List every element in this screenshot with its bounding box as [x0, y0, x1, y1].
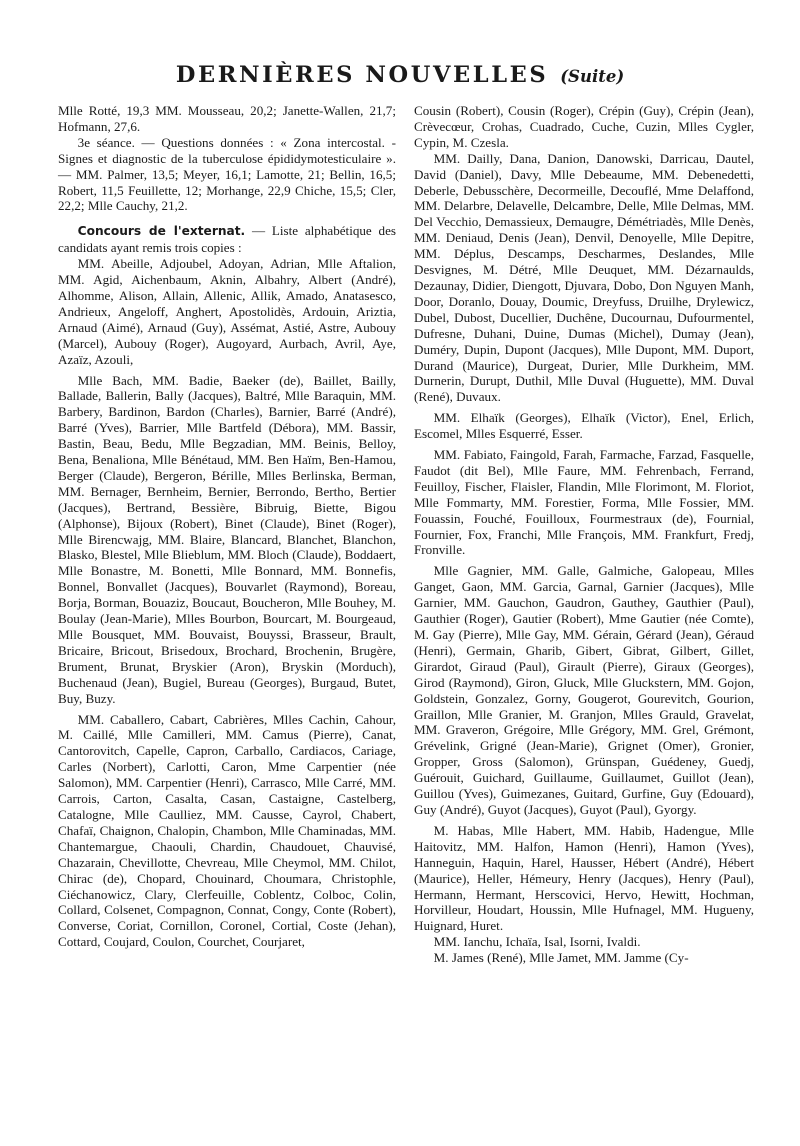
paragraph: M. Habas, Mlle Habert, MM. Habib, Hadengue, Mlle Haitovitz, MM. Halfon, Hamon (Henri), Hamon (Yves), Hanneguin, Haquin, Harel, Hausser, Hébert (André), Hébert (Maurice), Heller, Hémeury, Henry (Jacques), Henry (Paul), Hermann, Hermant, Herscovici, Hervo, Hewitt, Hochman, Horvilleur, Houdart, Houssin, Mlle Hufnagel, MM. Hugueny, Huignard, Huret.: [414, 822, 754, 934]
section-suite-label: (Suite): [560, 67, 625, 86]
paragraph: MM. Dailly, Dana, Danion, Danowski, Darricau, Dautel, David (Daniel), Davy, Mlle Debeaume, MM. Debenedetti, Deberle, Debusschère, Decormeille, Decouflé, Mme Delaffond, MM. Delarbre, Delavelle, Delcambre, Delle, Mlle Delmas, MM. Del Vecchio, Demassieux, Demaugre, Démétriadès, Mlle Denès, MM. Deniaud, Denis (Jean), Denvil, Denoyelle, Mlle Depitre, MM. Déplus, Descamps, Descharmes, Deslandes, Mlle Desvignes, M. Détré, Mlle Deuquet, MM. Dézarnaulds, Dezaunay, Didier, Diengott, Djuvara, Dobo, Don Nguyen Manh, Door, Doranlo, Douay, Doumic, Dreyfuss, Druilhe, Drylewicz, Dubel, Dubost, Ducellier, Duchêne, Ducournau, Dufourmentel, Dufresne, Duhani, Duine, Dumas (Michel), Dumay (Jean), Duméry, Dupin, Dupont (Jacques), Mlle Dupont, MM. Duport, Durand (Maurice), Durgeat, Durier, Mlle Durkheim, MM. Durnerin, Durupt, Duthil, Mlle Duval (Huguette), MM. Duval (René), Duvaux.: [414, 150, 754, 405]
paragraph: MM. Abeille, Adjoubel, Adoyan, Adrian, Mlle Aftalion, MM. Agid, Aichenbaum, Aknin, Albahry, Albert (André), Alhomme, Alison, Allain, Allenic, Allik, Amado, Anatasesco, Andrieux, Angeloff, Anghert, Apostolidès, Ardouin, Ariztia, Arnaud (Aimé), Arnaud (Guy), Assémat, Astié, Astre, Aubouy (Marcel), Aubouy (Roger), Augoyard, Aurbach, Avril, Aye, Azaïz, Azouli,: [58, 256, 396, 367]
paragraph: Mlle Gagnier, MM. Galle, Galmiche, Galopeau, Mlles Ganget, Gaon, MM. Garcia, Garnal, Garnier (Jacques), Mlle Garnier, MM. Gauchon, Gaudron, Gauthey, Gauthier (Paul), Gauthier (Roger), Gautier (Robert), Mme Gautier (née Comte), M. Gay (Pierre), Mlle Gay, MM. Gérain, Gérard (Jean), Géraud (Henri), Germain, Gharib, Gibert, Gibrat, Gilbert, Gillet, Girardot, Giraud (Paul), Girault (Pierre), Giraux (Georges), Girod (Raymond), Giron, Gluck, Mlle Gluckstern, MM. Gojon, Goldstein, Gonzalez, Gorny, Gougerot, Gourevitch, Gourion, Graillon, Mlle Granier, M. Granjon, Mlles Grauld, Gravelat, MM. Graveron, Grégoire, Mlle Grégory, MM. Grel, Grémont, Grévelink, Grigné (Jean-Marie), Grignet (Omer), Gronier, Gropper, Gross (Salomon), Grünspan, Guédeney, Guedj, Guérouit, Guichard, Guillaume, Guillaumet, Guillot (Jean), Guillou (Yves), Guimezanes, Guitard, Gurfine, Guy (Edouard), Guy (André), Guyot (Jacques), Guyot (Paul), Gyorgy.: [414, 563, 754, 817]
section-title: DERNIÈRES NOUVELLES: [175, 62, 549, 88]
left-column: [58, 103, 396, 950]
page-header: [0, 62, 800, 88]
paragraph: M. James (René), Mlle Jamet, MM. Jamme (Cy-: [433, 950, 689, 966]
paragraph: Cousin (Robert), Cousin (Roger), Crépin (Guy), Crépin (Jean), Crèvecœur, Crohas, Cuadrado, Cuche, Cuzin, Mlles Cygler, Cypin, M. Czesla.: [414, 103, 754, 150]
paragraph: [58, 223, 396, 256]
paragraph: MM. Ianchu, Ichaïa, Isal, Isorni, Ivaldi.: [433, 934, 641, 950]
paragraph: MM. Elhaïk (Georges), Elhaïk (Victor), Enel, Erlich, Escomel, Mlles Esquerré, Esser.: [414, 410, 754, 442]
paragraph: 3e séance. — Questions données : « Zona intercostal. - Signes et diagnostic de la tuberculose épididymotesticulaire ». — MM. Palmer, 13,5; Meyer, 16,1; Lamotte, 21; Bellin, 16,5; Robert, 11,5 Feuillette, 12; Morhange, 22,9 Chiche, 15,5; Cler, 22,2; Mlle Cauchy, 21,2.: [58, 134, 396, 214]
paragraph: Mlle Bach, MM. Badie, Baeker (de), Baillet, Bailly, Ballade, Ballerin, Bally (Jacques), Baltré, Mlle Baraquin, MM. Barbery, Bardinon, Bardon (Charles), Barnier, Barré (André), Barré (Yves), Barrier, Mlle Bartfeld (Débora), MM. Bassir, Bastin, Beau, Bedu, Mlle Begzadian, MM. Beinis, Belloy, Bena, Benaliona, Mlle Bénétaud, MM. Ben Haïm, Ben-Hamou, Berger (Claude), Bergeron, Bérille, Mlles Berlinska, Berman, MM. Bernager, Bernheim, Bernier, Berrondo, Bertho, Bertier (Jacques), Bertrand, Bessière, Bibruig, Biette, Bigou (Alphonse), Bijoux (Robert), Binet (Claude), Binet (Roger), Mlle Birencwajg, MM. Blaire, Blancard, Blanchet, Blanchon, Blasko, Blestel, Mlle Blieblum, MM. Bloch (Claude), Boddaert, Mlle Bonastre, M. Bonetti, Mlle Bonnard, MM. Bonnefis, Bonnel, Bonvallet (Jacques), Bouvarlet (Raymond), Boreau, Borja, Borman, Bouaziz, Boucaut, Boucheron, Mlle Bouhey, M. Boulay (Jean-Marie), Mlles Bourbon, Bourcart, M. Bourgeaud, Mlle Bousquet, MM. Bouvaist, Bouyssi, Brasseur, Brault, Bricaire, Bricout, Brisedoux, Brochard, Brochenin, Brugère, Brument, Brunat, Bryskier (Aron), Bryskin (Morduch), Buchenaud (Jean), Bugiel, Bureau (Georges), Burgaud, Butet, Buy, Buzy.: [58, 372, 396, 706]
section-intro: — Liste alphabétique des candidats ayant remis trois copies :: [58, 223, 396, 256]
paragraph: MM. Caballero, Cabart, Cabrières, Mlles Cachin, Cahour, M. Caillé, Mlle Camilleri, MM. Camus (Pierre), Canat, Cantorovitch, Capelle, Capron, Carballo, Cardiacos, Cariage, Carles (Norbert), Carlotti, Caron, Mme Carpentier (née Salomon), MM. Carpentier (Henri), Carrasco, Mlle Carré, MM. Carrois, Carton, Casalta, Casan, Castaigne, Castelberg, Catalogne, Mlle Caulliez, MM. Causse, Cayrol, Chabert, Chafaï, Chaignon, Chalopin, Chambon, Mlle Chaminadas, MM. Chantemargue, Chaouli, Chardin, Chaudouet, Chauvisé, Chazarain, Chevillotte, Chevreau, Mlle Cheymol, MM. Chilot, Chirac (de), Chopard, Chouinard, Choumara, Christophle, Ciéchanowicz, Clary, Clerfeuille, Coblentz, Colboc, Colin, Collard, Colsenet, Compagnon, Connat, Congy, Conte (Robert), Converse, Coriat, Cornillon, Coronel, Cortial, Coste (Jehan), Cottard, Coujard, Coulon, Courchet, Courjaret,: [58, 711, 396, 950]
paragraph: Mlle Rotté, 19,3 MM. Mousseau, 20,2; Janette-Wallen, 21,7; Hofmann, 27,6.: [58, 103, 396, 134]
right-column: [414, 103, 754, 966]
section-heading: Concours de l'externat.: [77, 224, 246, 239]
paragraph: MM. Fabiato, Faingold, Farah, Farmache, Farzad, Fasquelle, Faudot (dit Bel), Mlle Faure, MM. Fehrenbach, Ferrand, Feuilloy, Fischer, Flaisler, Flandin, Mlle Florimont, M. Floriot, Mlle Fommarty, MM. Forestier, Forma, Mlle Fossier, MM. Fouassin, Fouché, Fouilloux, Fourmestraux (de), Fournial, Fournier, Fox, Franchi, Mlle François, MM. Frankfurt, Fredj, Fronville.: [414, 447, 754, 558]
